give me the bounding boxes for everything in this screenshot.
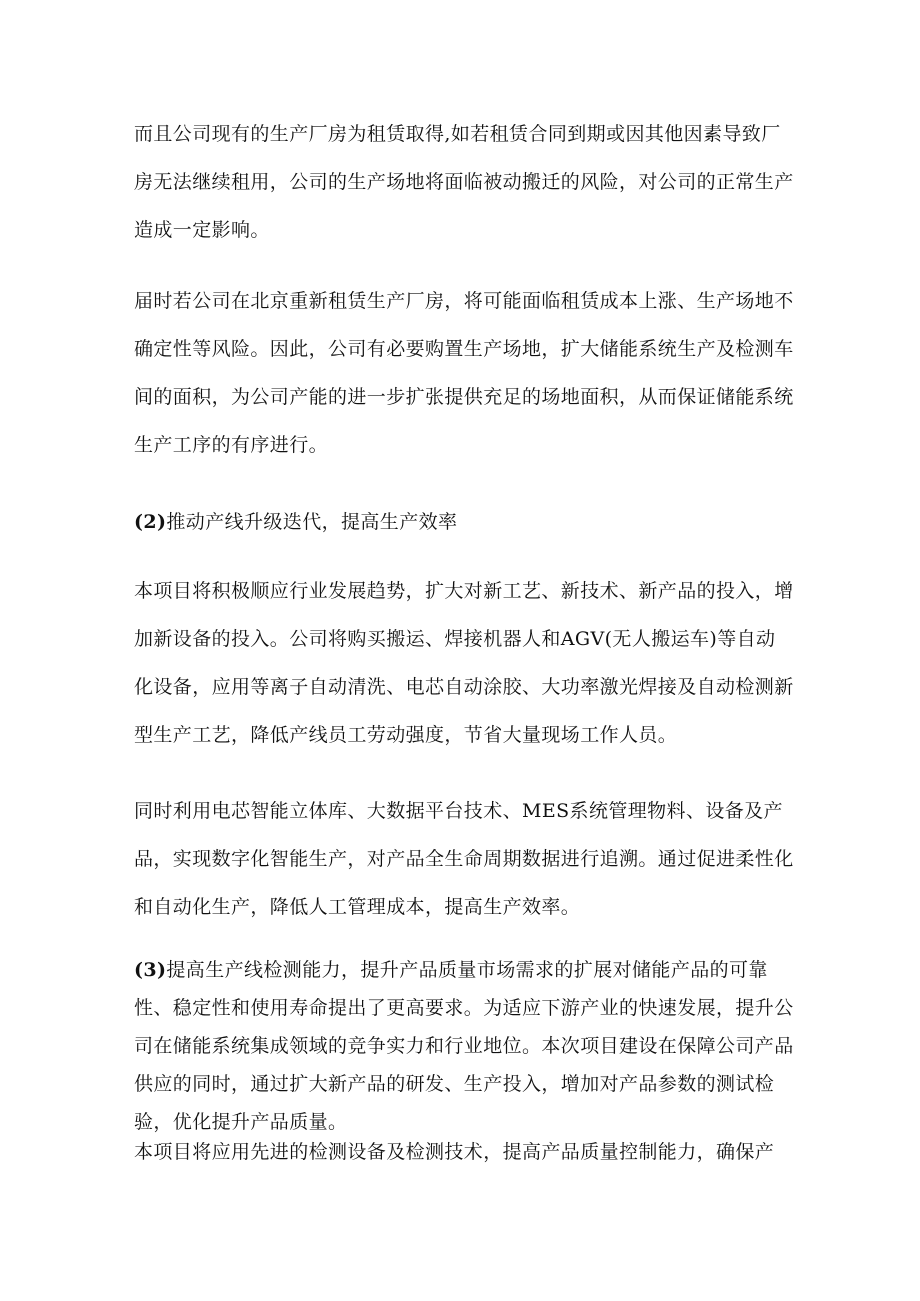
paragraph-4-text: 本项目将积极顺应行业发展趋势，扩大对新工艺、新技术、新产品的投入，增加新设备的投入。公司将购买搬运、焊接机器人和AGV(无人搬运车)等自动化设备，应用等离子自动清洗、电芯自动涂胶、大功率激光焊接及自动检测新型生产工艺，降低产线员工劳动强度，节省大量现场工作人员。 [134,580,794,746]
paragraph-1 [134,110,794,254]
paragraph-2-text: 届时若公司在北京重新租赁生产厂房，将可能面临租赁成本上涨、生产场地不确定性等风险。因此，公司有必要购置生产场地，扩大储能系统生产及检测车间的面积，为公司产能的进一步扩张提供充足的场地面积，从而保证储能系统生产工序的有序进行。 [134,290,794,456]
section-paragraph-3-text: 提高生产线检测能力，提升产品质量市场需求的扩展对储能产品的可靠性、稳定性和使用寿命提出了更高要求。为适应下游产业的快速发展，提升公司在储能系统集成领域的竞争实力和行业地位。本次项目建设在保障公司产品供应的同时，通过扩大新产品的研发、生产投入，增加对产品参数的测试检验，优化提升产品质量。 [134,959,794,1133]
section-heading-2 [134,498,794,546]
paragraph-1-text: 而且公司现有的生产厂房为租赁取得,如若租赁合同到期或因其他因素导致厂房无法继续租用，公司的生产场地将面临被动搬迁的风险，对公司的正常生产造成一定影响。 [134,123,794,241]
paragraph-7-text: 本项目将应用先进的检测设备及检测技术，提高产品质量控制能力，确保产 [134,1141,775,1163]
section-paragraph-3 [134,951,794,1141]
section-heading-2-text: 推动产线升级迭代，提高生产效率 [166,511,458,533]
paragraph-5-text: 同时利用电芯智能立体库、大数据平台技术、MES系统管理物料、设备及产品，实现数字化智能生产，对产品全生命周期数据进行追溯。通过促进柔性化和自动化生产，降低人工管理成本，提高生产效率。 [134,800,794,918]
section-number-2: (2) [134,511,167,533]
paragraph-2 [134,277,794,469]
paragraph-7 [134,1128,794,1176]
section-number-3: (3) [134,959,167,981]
paragraph-5 [134,787,794,931]
paragraph-4 [134,567,794,759]
